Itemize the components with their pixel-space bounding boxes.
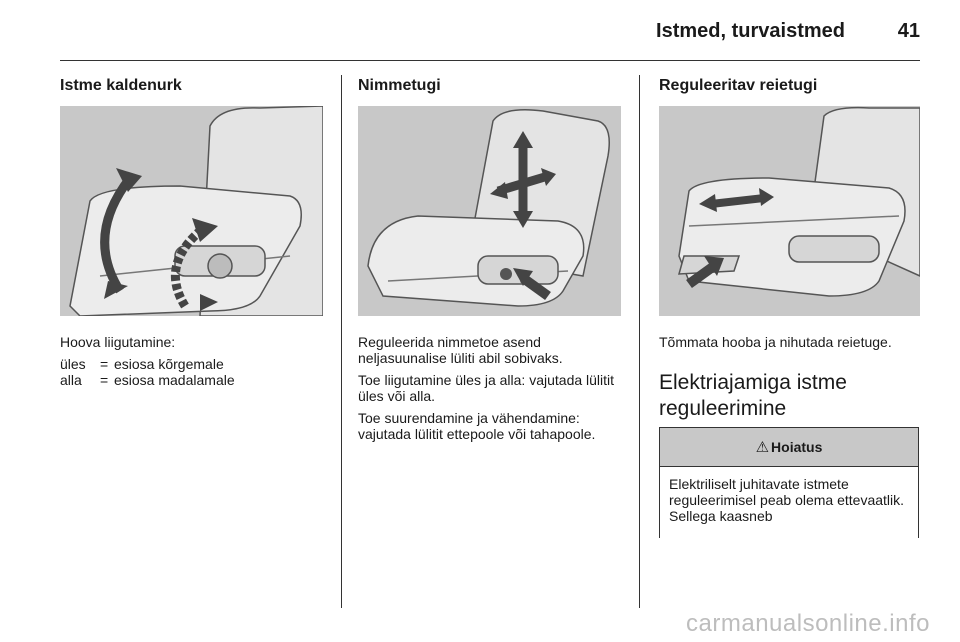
definition-row	[60, 372, 330, 388]
column-divider-1	[341, 75, 342, 608]
section-heading-electric-adjustment: Elektriajamiga istme reguleerimine	[659, 371, 847, 420]
warning-header	[660, 428, 918, 467]
thigh-support-text: Tõmmata hooba ja nihutada reietuge.	[659, 334, 892, 350]
header-rule	[60, 60, 920, 61]
definition-equals: =	[100, 372, 109, 388]
section-heading-seat-tilt: Istme kaldenurk	[60, 77, 182, 94]
page-number: 41	[897, 20, 920, 42]
seat-tilt-intro: Hoova liigutamine:	[60, 334, 176, 350]
watermark: carmanualsonline.info	[686, 610, 930, 637]
lumbar-support-text	[358, 334, 628, 448]
thigh-support-illustration	[659, 106, 920, 316]
warning-box	[659, 427, 919, 538]
definition-equals: =	[100, 356, 109, 372]
lumbar-paragraph: Toe liigutamine üles ja alla: vajutada lülitit üles või alla.	[358, 372, 615, 404]
seat-tilt-illustration	[60, 106, 323, 316]
lumbar-support-illustration	[358, 106, 621, 316]
lumbar-paragraph: Toe suurendamine ja vähendamine: vajutada lülitit ettepoole või tahapoole.	[358, 410, 596, 442]
warning-triangle-icon: ⚠	[755, 439, 770, 456]
warning-body: Elektriliselt juhitavate istmete reguleerimisel peab olema ettevaatlik. Sellega kaasneb	[669, 476, 905, 524]
page-header-title: Istmed, turvaistmed	[656, 20, 845, 42]
section-heading-thigh-support: Reguleeritav reietugi	[659, 77, 818, 94]
definition-desc: esiosa madalamale	[114, 372, 235, 388]
column-divider-2	[639, 75, 640, 608]
definition-desc: esiosa kõrgemale	[114, 356, 224, 372]
warning-title: Hoiatus	[771, 439, 823, 455]
lumbar-paragraph: Reguleerida nimmetoe asend neljasuunalise lüliti abil sobivaks.	[358, 334, 563, 366]
definition-term: üles	[60, 356, 86, 372]
seat-tilt-text	[60, 334, 330, 388]
definition-term: alla	[60, 372, 82, 388]
definition-row	[60, 356, 330, 372]
section-heading-lumbar-support: Nimmetugi	[358, 77, 441, 94]
